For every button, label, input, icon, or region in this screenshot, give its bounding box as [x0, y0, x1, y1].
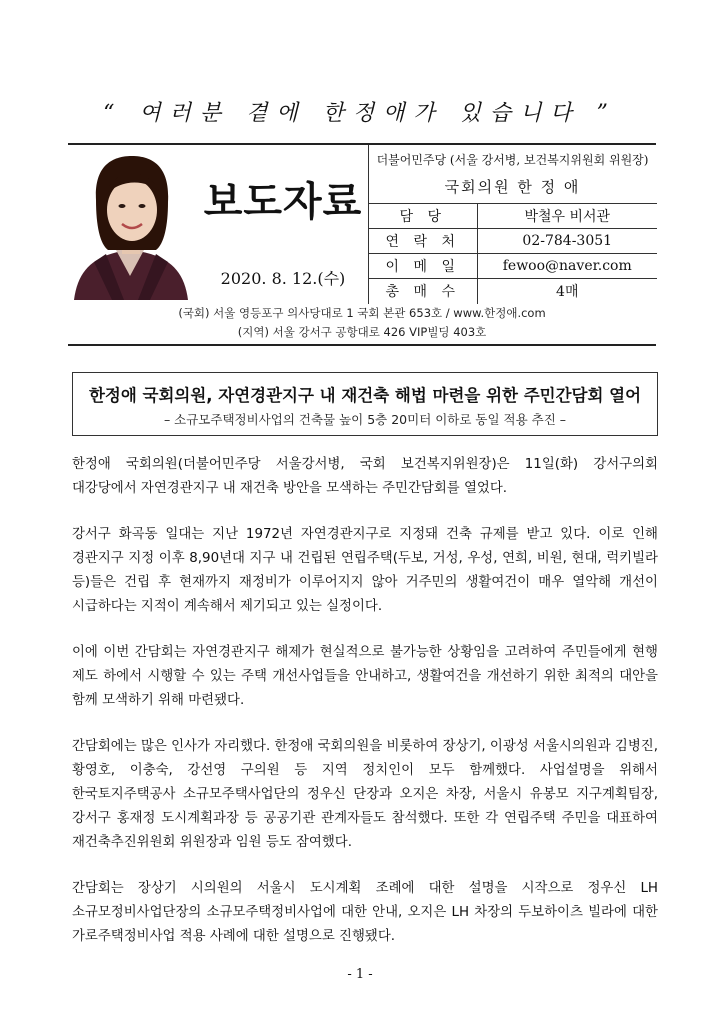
article-body — [72, 453, 658, 971]
headline-box — [72, 372, 658, 436]
contact-key: 연 락 처 — [369, 229, 477, 254]
slogan: “ 여러분 곁에 한정애가 있습니다 ” — [103, 101, 617, 126]
contact-key: 이 메 일 — [369, 254, 477, 279]
body-paragraph: 강서구 화곡동 일대는 지난 1972년 자연경관지구로 지정돼 건축 규제를 받고 있다. 이로 인해 경관지구 지정 이후 8,90년대 지구 내 건립된 연립주택(두보, 거성, 우성, 연희, 비원, 현대, 럭키빌라 등)들은 건립 후 현재까지 재정비가 이루어지지 않아 거주민의 생활여건이 매우 열악해 개선이 시급하다는 지적이 계속해서 제기되고 있는 실정이다. — [72, 527, 658, 614]
headline-subtitle: – 소규모주택정비사업의 건축물 높이 5층 20미터 이하로 동일 적용 추진 – — [163, 412, 567, 427]
contact-row — [369, 204, 657, 229]
press-release-title: 보도자료 — [203, 179, 363, 225]
body-paragraph: 간담회는 장상기 시의원의 서울시 도시계획 조례에 대한 설명을 시작으로 정우신 LH 소규모정비사업단장의 소규모주택정비사업에 대한 안내, 오지은 LH 차장의 두보하이츠 빌라에 대한 가로주택정비사업 적용 사례에 대한 설명으로 진행됐다. — [72, 881, 658, 944]
contact-key: 총 매 수 — [369, 279, 477, 304]
member-portrait — [72, 150, 190, 300]
contact-row — [369, 229, 657, 254]
contact-value: fewoo@naver.com — [477, 254, 657, 279]
member-name: 국회의원 한 정 애 — [444, 178, 581, 196]
contact-info-panel — [368, 145, 656, 304]
contact-value: 4매 — [477, 279, 657, 304]
page-number: - 1 - — [347, 967, 373, 982]
local-office-address: (지역) 서울 강서구 공항대로 426 VIP빌딩 403호 — [237, 325, 487, 339]
contact-row — [369, 254, 657, 279]
contact-table — [369, 203, 657, 304]
body-paragraph: 한정애 국회의원(더불어민주당 서울강서병, 국회 보건복지위원장)은 11일(화) 강서구의회 대강당에서 자연경관지구 내 재건축 방안을 모색하는 주민간담회를 열었다. — [72, 457, 658, 496]
assembly-address: (국회) 서울 영등포구 의사당대로 1 국회 본관 653호 / www.한정애.com — [178, 306, 546, 320]
contact-value: 박철우 비서관 — [477, 204, 657, 229]
header-bottom-rule — [68, 344, 656, 346]
party-affiliation: 더불어민주당 (서울 강서병, 보건복지위원회 위원장) — [376, 153, 649, 167]
body-paragraph: 이에 이번 간담회는 자연경관지구 해제가 현실적으로 불가능한 상황임을 고려하여 주민들에게 현행 제도 하에서 시행할 수 있는 주택 개선사업들을 안내하고, 생활여건을 개선하기 위한 최적의 대안을 함께 모색하기 위해 마련됐다. — [72, 645, 658, 708]
release-date: 2020. 8. 12.(수) — [220, 269, 346, 288]
headline-title: 한정애 국회의원, 자연경관지구 내 재건축 해법 마련을 위한 주민간담회 열어 — [88, 386, 642, 405]
contact-row — [369, 279, 657, 304]
contact-key: 담 당 — [369, 204, 477, 229]
body-paragraph: 간담회에는 많은 인사가 자리했다. 한정애 국회의원을 비롯하여 장상기, 이광성 서울시의원과 김병진, 황영호, 이충숙, 강선영 구의원 등 지역 정치인이 모두 함께했다. 사업설명을 위해서 한국토지주택공사 소규모주택사업단의 정우신 단장과 오지은 차장, 서울시 유봉모 지구계획팀장, 강서구 홍재정 도시계획과장 등 공공기관 관계자들도 참석했다. 또한 각 연립주택 주민을 대표하여 재건축추진위원회 위원장과 임원 등도 잠여했다. — [72, 739, 658, 850]
contact-value: 02-784-3051 — [477, 229, 657, 254]
